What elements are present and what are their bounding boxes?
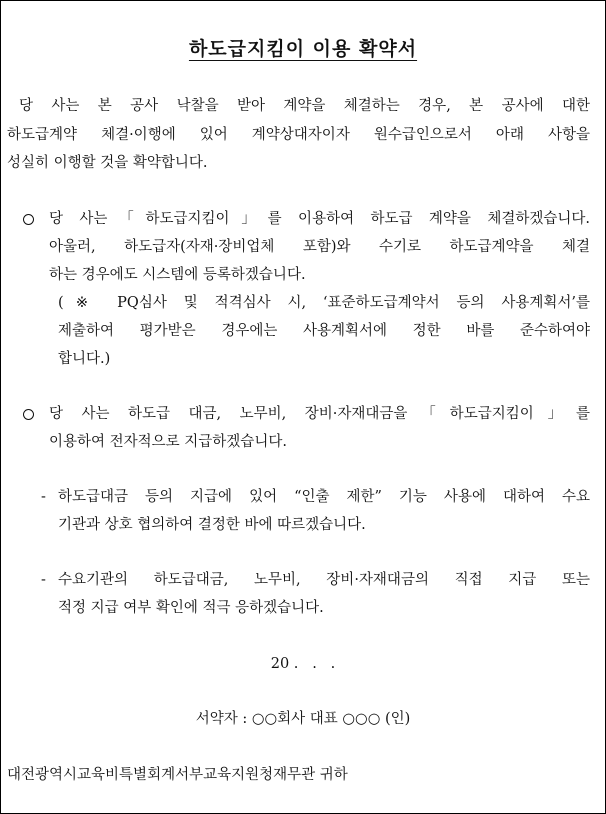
item1-bullet xyxy=(23,214,34,225)
item2-line-2: 이용하여 전자적으로 지급하겠습니다. xyxy=(49,434,287,450)
item2-bullet xyxy=(23,409,34,420)
sub-item2-dash: - xyxy=(41,572,46,588)
sub-item1-line-1: 하도급대금 등의 지급에 있어 “인출 제한” 기능 사용에 대하여 수요 xyxy=(58,489,590,505)
signature-line: 서약자 : ○○회사 대표 ○○○ (인) xyxy=(195,711,411,727)
intro-line-3: 성실히 이행할 것을 확약합니다. xyxy=(7,155,208,171)
item1-note-line-2: 제출하여 평가받은 경우에는 사용계획서에 정한 바를 준수하여야 xyxy=(58,323,590,339)
item2-line-1: 당 사는 하도급 대금, 노무비, 장비·자재대금을「하도급지킴이」를 xyxy=(49,406,590,422)
sub-item2-line-2: 적정 지급 여부 확인에 적극 응하겠습니다. xyxy=(58,600,324,616)
addressee-line: 대전광역시교육비특별회계서부교육지원청재무관 귀하 xyxy=(7,767,348,783)
item1-line-2: 아울러, 하도급자(자재·장비업체 포함)와 수기로 하도급계약을 체결 xyxy=(49,239,590,255)
intro-line-2: 하도급계약 체결·이행에 있어 계약상대자이자 원수급인으로서 아래 사항을 xyxy=(7,127,590,143)
intro-line-1: 당 사는 본 공사 낙찰을 받아 계약을 체결하는 경우, 본 공사에 대한 xyxy=(19,98,590,114)
item1-note-line-1: (※ PQ심사 및 적격심사 시, ‘표준하도급계약서 등의 사용계획서’를 xyxy=(58,295,590,311)
item1-line-3: 하는 경우에도 시스템에 등록하겠습니다. xyxy=(49,267,306,283)
date-line: 20 . . . xyxy=(270,656,336,672)
sub-item1-line-2: 기관과 상호 협의하여 결정한 바에 따르겠습니다. xyxy=(58,517,366,533)
document-title: 하도급지킴이 이용 확약서 xyxy=(188,38,418,60)
item1-line-1: 당 사는「하도급지킴이」를 이용하여 하도급 계약을 체결하겠습니다. xyxy=(49,211,590,227)
item1-note-line-3: 합니다.) xyxy=(58,351,111,367)
sub-item1-dash: - xyxy=(41,489,46,505)
sub-item2-line-1: 수요기관의 하도급대금, 노무비, 장비·자재대금의 직접 지급 또는 xyxy=(58,572,590,588)
